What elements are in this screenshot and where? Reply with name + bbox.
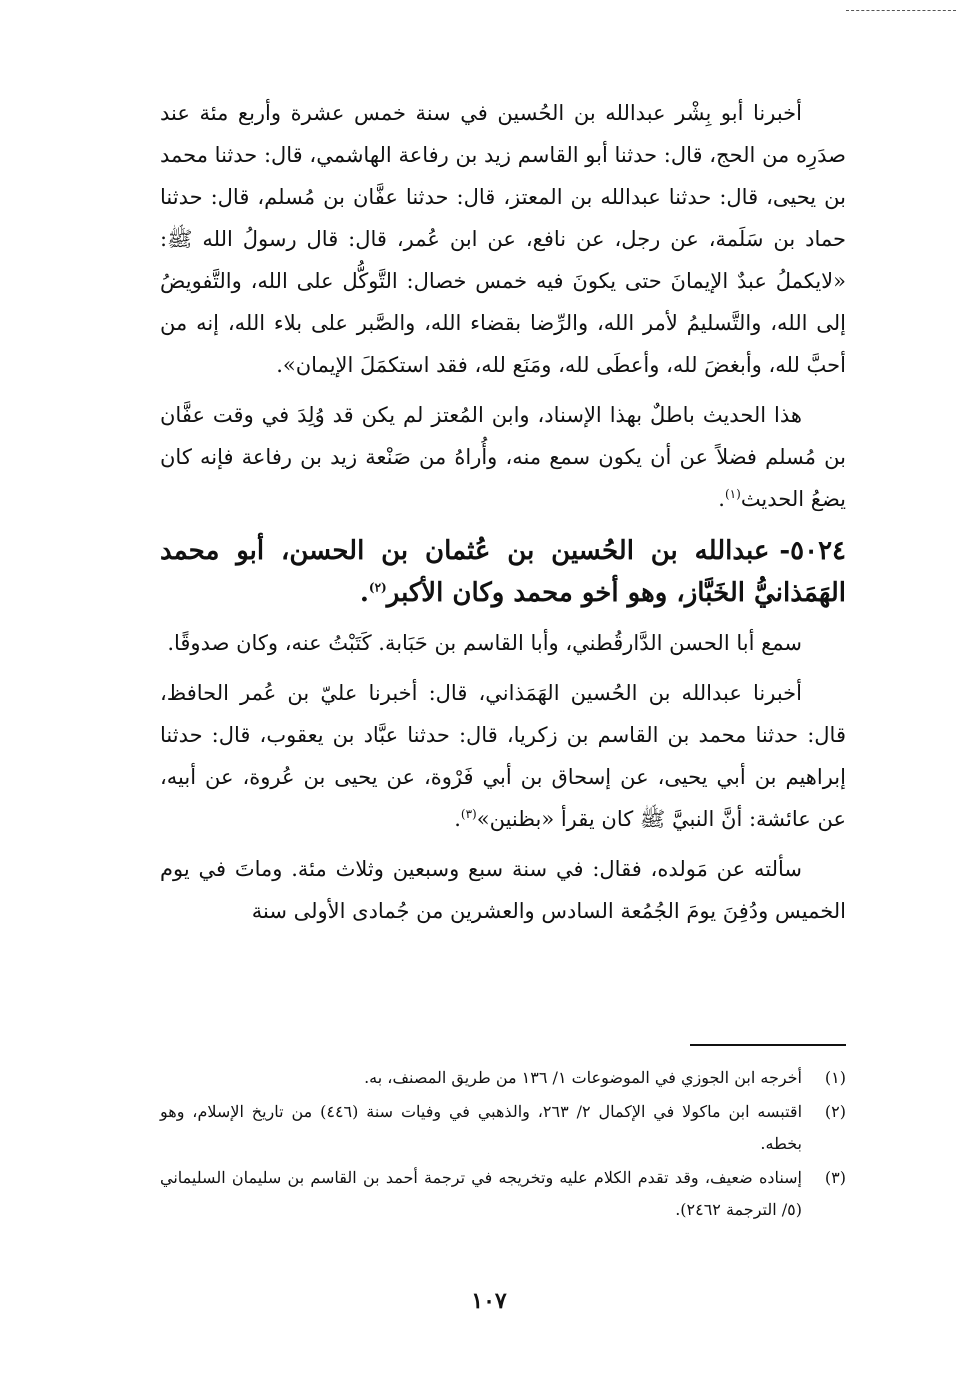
footnotes: [160, 1062, 846, 1228]
footnote-item: [160, 1062, 846, 1094]
paragraph-hadith-isnad: [160, 92, 846, 386]
footnote-separator: [690, 1044, 846, 1046]
footnote-number: (٢): [824, 1102, 846, 1121]
footnote-item: [160, 1162, 846, 1226]
footnote-number: (٣): [824, 1168, 846, 1187]
entry-number: ٥٠٢٤-: [779, 536, 846, 566]
paragraph-2-end: .: [718, 487, 725, 511]
paragraph-hadith-ruling: [160, 394, 846, 520]
footnote-item: [160, 1096, 846, 1160]
main-text: [160, 92, 846, 932]
footnote-ref-2: (٢): [368, 580, 387, 595]
footnote-text: أخرجه ابن الجوزي في الموضوعات ١/ ١٣٦ من طريق المصنف، به.: [364, 1068, 802, 1087]
paragraph-biography: [160, 622, 846, 664]
entry-title: عبدالله بن الحُسين بن عُثمان بن الحسن، أبو محمد الهَمَذانيُّ الخَبَّاز، وهو أخو محمد وكان الأكبر: [160, 536, 846, 608]
paragraph-birth-death: [160, 848, 846, 932]
footnote-text: اقتبسه ابن ماكولا في الإكمال ٢/ ٢٦٣، والذهبي في وفيات سنة (٤٤٦) من تاريخ الإسلام، وهو بخطه.: [160, 1102, 803, 1153]
footnote-number: (١): [824, 1068, 846, 1087]
entry-heading-end: .: [359, 578, 369, 608]
top-margin-rule: [846, 10, 956, 11]
footnote-ref-1: (١): [724, 487, 741, 501]
footnote-ref-3: (٣): [460, 807, 477, 821]
paragraph-3-text: سمع أبا الحسن الدَّارقُطني، وأبا القاسم بن حَبَابة. كَتَبْتُ عنه، وكان صدوقًا.: [167, 631, 802, 655]
entry-heading: [160, 530, 846, 614]
paragraph-4-text: أخبرنا عبدالله بن الحُسين الهَمَذاني، قال: أخبرنا عليّ بن عُمر الحافظ، قال: حدثنا محمد بن القاسم بن زكريا، قال: حدثنا عبَّاد بن يعقوب، قال: حدثنا إبراهيم بن أبي يحيى، عن إسحاق بن أبي فَرْوة، عن يحيى بن عُروة، عن أبيه، عن عائشة: أنَّ النبيَّ ﷺ كان يقرأ «بظنين»: [160, 681, 846, 831]
paragraph-1-text: أخبرنا أبو بِشْر عبدالله بن الحُسين في سنة خمس عشرة وأربع مئة عند صدَرِه من الحج، قال: حدثنا أبو القاسم زيد بن رفاعة الهاشمي، قال: حدثنا محمد بن يحيى، قال: حدثنا عبدالله بن المعتز، قال: حدثنا عفَّان بن مُسلم، قال: حدثنا حماد بن سَلَمة، عن رجل، عن نافع، عن ابن عُمر، قال: قال رسولُ الله ﷺ: «لايكملُ عبدٌ الإيمانَ حتى يكونَ فيه خمس خصال: التَّوكُّل على الله، والتَّفويضُ إلى الله، والتَّسليمُ لأمر الله، والرِّضا بقضاء الله، والصَّبر على بلاء الله، إنه من أحبَّ لله، وأبغضَ لله، وأعطَى لله، ومَنَع لله، فقد استكمَلَ الإيمان».: [160, 101, 846, 377]
paragraph-4-end: .: [454, 807, 461, 831]
footnote-text: إسناده ضعيف، وقد تقدم الكلام عليه وتخريجه في ترجمة أحمد بن القاسم بن سليمان السليماني (٥/ الترجمة ٢٤٦٢).: [160, 1168, 802, 1219]
page-number: ١٠٧: [471, 1288, 507, 1314]
paragraph-5-text: سألته عن مَولده، فقال: في سنة سبع وسبعين وثلاث مئة. وماتَ في يوم الخميس ودُفِنَ يومَ الجُمُعة السادس والعشرين من جُمادى الأولى سنة: [160, 857, 846, 923]
paragraph-2-text: هذا الحديث باطلٌ بهذا الإسناد، وابن المُعتز لم يكن قد وُلِدَ في وقت عفَّان بن مُسلم فضلاً عن أن يكون سمع منه، وأُراهُ من صَنْعة زيد بن رفاعة فإنه كان يضعُ الحديث: [160, 403, 846, 511]
paragraph-second-hadith: [160, 672, 846, 840]
